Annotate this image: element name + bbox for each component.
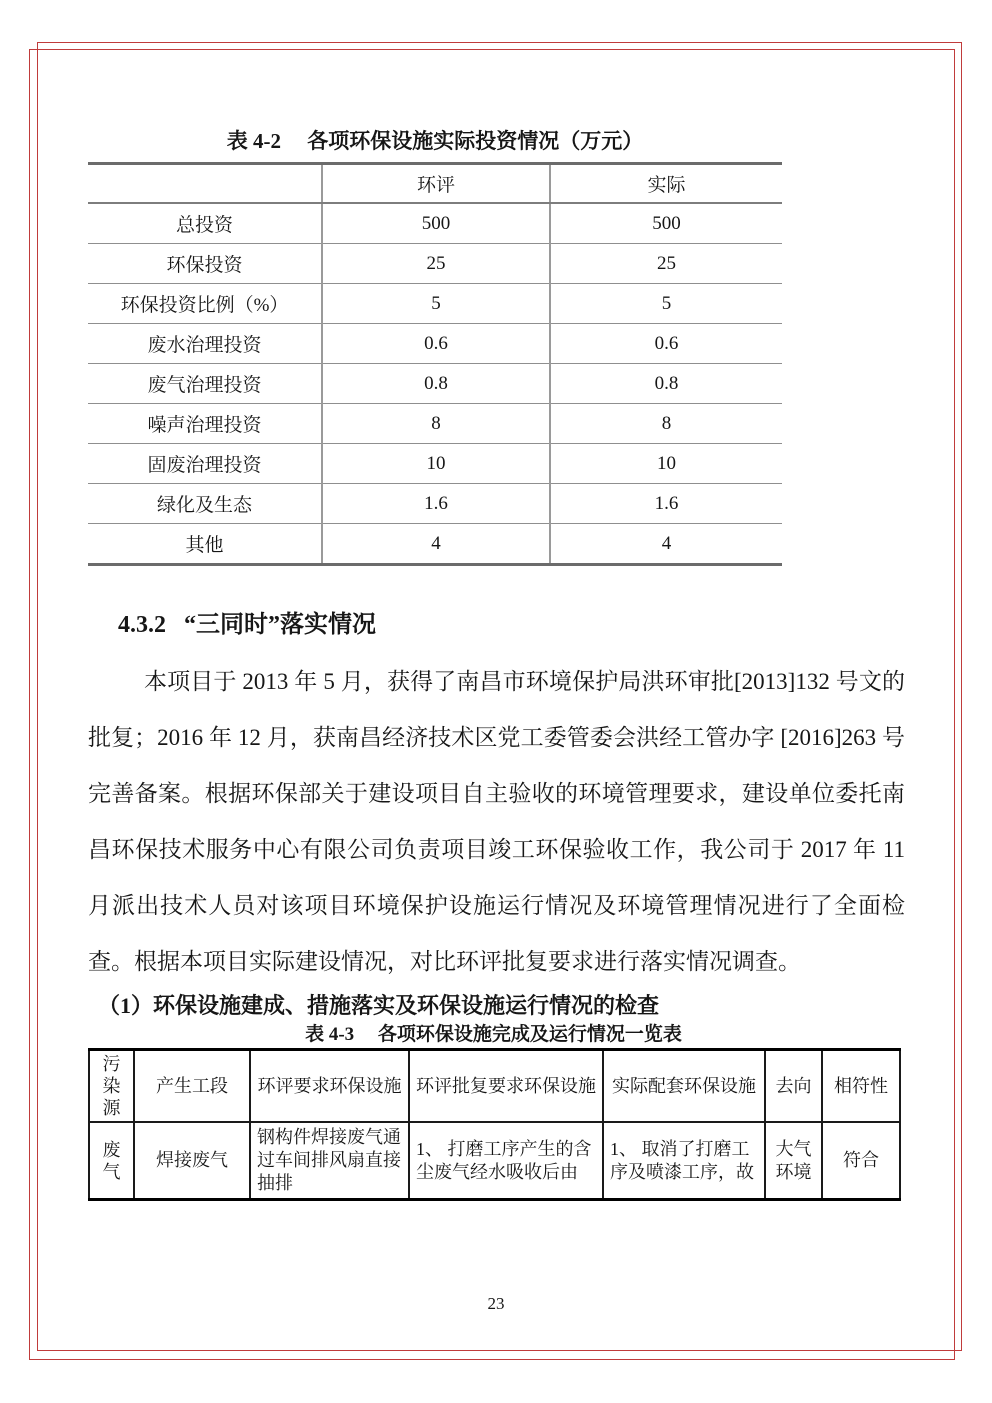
t42-row-label: 环保投资比例（%） xyxy=(88,284,322,324)
t43-cell: 符合 xyxy=(822,1122,900,1200)
page-content xyxy=(88,126,905,1201)
table-4-2-body xyxy=(88,203,782,565)
t43-column-header: 环评批复要求环保设施 xyxy=(409,1050,603,1123)
table-4-3-header-row xyxy=(89,1050,900,1123)
t42-row xyxy=(88,524,782,565)
t42-row-label: 绿化及生态 xyxy=(88,484,322,524)
t43-column-header: 相符性 xyxy=(822,1050,900,1123)
t42-value: 10 xyxy=(550,444,782,484)
table-4-3-header xyxy=(89,1050,900,1123)
t42-value: 8 xyxy=(550,404,782,444)
t43-cell: 1、 取消了打磨工序及喷漆工序，故 xyxy=(603,1122,765,1200)
t43-cell: 钢构件焊接废气通过车间排风扇直接抽排 xyxy=(250,1122,409,1200)
t42-row-label: 噪声治理投资 xyxy=(88,404,322,444)
t42-row xyxy=(88,404,782,444)
t42-column-header: 环评 xyxy=(322,164,550,204)
t43-cell: 大气环境 xyxy=(765,1122,822,1200)
t42-row xyxy=(88,284,782,324)
table-4-3 xyxy=(88,1048,901,1201)
table-4-2-title: 表 4-2 各项环保设施实际投资情况（万元） xyxy=(226,129,644,153)
t42-row xyxy=(88,364,782,404)
t42-value: 0.8 xyxy=(322,364,550,404)
t42-value: 5 xyxy=(322,284,550,324)
t43-column-header: 去向 xyxy=(765,1050,822,1123)
t42-row-label: 固废治理投资 xyxy=(88,444,322,484)
t42-value: 8 xyxy=(322,404,550,444)
t42-value: 4 xyxy=(550,524,782,565)
t42-value: 5 xyxy=(550,284,782,324)
t43-column-header: 产生工段 xyxy=(134,1050,250,1123)
t42-value: 25 xyxy=(550,244,782,284)
subsection-1-heading: （1）环保设施建成、措施落实及环保设施运行情况的检查 xyxy=(98,993,660,1018)
t42-row xyxy=(88,324,782,364)
table-4-2-header-row xyxy=(88,164,782,204)
t42-value: 500 xyxy=(550,203,782,244)
t42-row-label: 总投资 xyxy=(88,203,322,244)
section-4-3-2-heading: 4.3.2 “三同时”落实情况 xyxy=(118,612,376,638)
t43-vertical-text: 废气 xyxy=(102,1139,121,1182)
t43-vertical-text: 污染源 xyxy=(102,1054,121,1118)
t42-row xyxy=(88,444,782,484)
t43-column-header xyxy=(89,1050,134,1123)
t42-value: 500 xyxy=(322,203,550,244)
t42-row-label: 废气治理投资 xyxy=(88,364,322,404)
t42-column-header: 实际 xyxy=(550,164,782,204)
t42-value: 0.6 xyxy=(550,324,782,364)
t42-value: 1.6 xyxy=(322,484,550,524)
t42-row xyxy=(88,484,782,524)
page-number: 23 xyxy=(487,1294,505,1313)
t42-row-label: 废水治理投资 xyxy=(88,324,322,364)
table-4-3-body xyxy=(89,1122,900,1200)
t42-value: 10 xyxy=(322,444,550,484)
t43-column-header: 环评要求环保设施 xyxy=(250,1050,409,1123)
table-4-2 xyxy=(88,162,782,566)
body-paragraph: 本项目于 2013 年 5 月，获得了南昌市环境保护局洪环审批[2013]132 号文的批复；2016 年 12 月，获南昌经济技术区党工委管委会洪经工管办字 [2016]263 号完善备案。根据环保部关于建设项目自主验收的环境管理要求，建设单位委托南昌环保技术服务中心有限公司负责项目竣工环保验收工作，我公司于 2017 年 11 月派出技术人员对该项目环境保护设施运行情况及环境管理情况进行了全面检查。根据本项目实际建设情况，对比环评批复要求进行落实情况调查。 xyxy=(88,669,905,974)
t42-column-header xyxy=(88,164,322,204)
t42-row-label: 环保投资 xyxy=(88,244,322,284)
t42-value: 0.8 xyxy=(550,364,782,404)
t42-row xyxy=(88,244,782,284)
t42-row xyxy=(88,203,782,244)
t42-value: 25 xyxy=(322,244,550,284)
t43-cell: 焊接废气 xyxy=(134,1122,250,1200)
t42-value: 4 xyxy=(322,524,550,565)
t43-cell xyxy=(89,1122,134,1200)
t43-column-header: 实际配套环保设施 xyxy=(603,1050,765,1123)
t42-value: 1.6 xyxy=(550,484,782,524)
table-4-2-header xyxy=(88,164,782,204)
t42-value: 0.6 xyxy=(322,324,550,364)
t42-row-label: 其他 xyxy=(185,535,224,556)
t43-cell: 1、 打磨工序产生的含尘废气经水吸收后由 xyxy=(409,1122,603,1200)
table-4-3-title: 表 4-3 各项环保设施完成及运行情况一览表 xyxy=(305,1024,682,1045)
t43-row xyxy=(89,1122,900,1200)
